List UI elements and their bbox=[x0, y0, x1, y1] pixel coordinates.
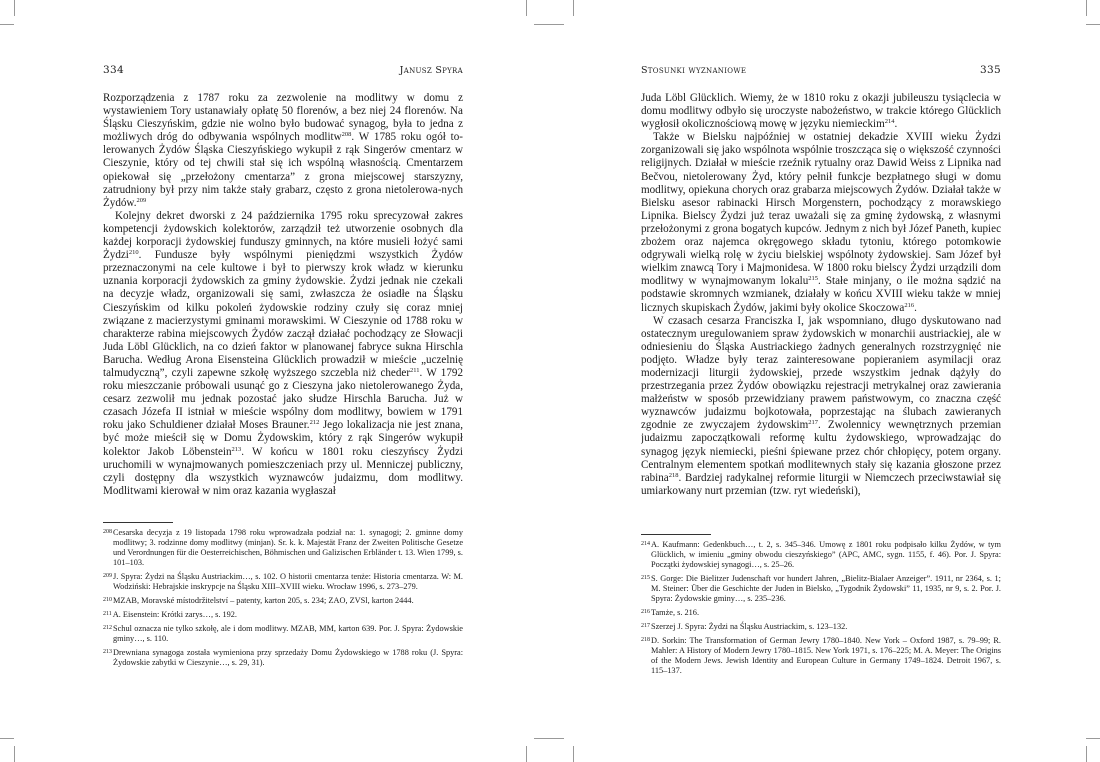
footnote: $^{209}$J. Spyra: Żydzi na Śląsku Austriackim…, s. 102. O historii cmentarza tenże: Historia cmentarza. W: M. Wodziński: Hebrajskie inskrypcje na Śląsku XIII–XVIII wieku. Wrocław 1996, s. 273–279. bbox=[103, 572, 463, 591]
footnote: $^{208}$Cesarska decyzja z 19 listopada 1798 roku wprowadzała podział na: 1. synagogi; 2. gminne domy modlitwy; 3. rodzinne domy modlitwy (minjan). Sr. k. k. Majestät Franz der Zweiten Politische Gesetze und Verordnungen für die Oesterreichischen, Böhmischen und Galizischen Erbländer t. 13. Wien 1799, s. 101–103. bbox=[103, 528, 463, 567]
paragraph: Także w Bielsku najpóźniej w ostatniej dekadzie XVIII wieku Żydzi zorganizowali się jako wspólnota wspólnie troszcząca się o większość czynności religijnych. Działał w mieście rzeźnik rytualny oraz Dawid Weiss z Lipnika nad Bečvou, nietolerowany Żyd, który pełnił funkcje bezpłatnego sługi w domu modlitwy, opiekuna chorych oraz grabarza miejscowych Żydów. Działał także w Bielsku asesor rabinacki Hirsch Morgenstern, pochodzący z morawskiego Lipnika. Bielscy Żydzi już teraz uważali się za gminę żydowską, z własnymi przełożonymi z grona bogatych kupców. Jednym z nich był Józef Paneth, kupiec zbożem oraz najemca okręgowego składu tytoniu, którego potomkowie odgrywali wielką rolę w życiu bielskiej wspólnoty żydowskiej. Sam Józef był wielkim znawcą Tory i Majmonidesa. W 1800 roku bielscy Żydzi urządzili dom modlitwy w wynajmowanym lokalu$^{215}$. Stałe minjany, o ile można sądzić na podstawie skromnych wzmianek, działały w końcu XVIII wieku także w mniej licznych skupiskach Żydów, jakimi były okolice Skoczowa$^{216}$. bbox=[641, 131, 1001, 314]
right-page bbox=[641, 60, 1001, 700]
crop-mark bbox=[1086, 746, 1087, 762]
footnote-ref[interactable]: 208 bbox=[341, 131, 352, 139]
footnote: $^{217}$Szerzej J. Spyra: Żydzi na Śląsku Austriackim, s. 123–132. bbox=[641, 622, 848, 631]
page-number: 334 bbox=[103, 64, 124, 76]
footnote-ref[interactable]: 214 bbox=[884, 118, 895, 126]
footnote: $^{215}$S. Gorge: Die Bielitzer Judenschaft vor hundert Jahren, „Bielitz-Bialaer Anzeiger”. 1911, nr 2364, s. 1; M. Steiner: Über die Geschichte der Juden in Bielsko, „Tygodnik Żydowski” 11, 1935, nr 9, s. 2. Por. J. Spyra: Żydowskie gminy…, s. 235–236. bbox=[641, 574, 1001, 603]
footnote-ref[interactable]: 210 bbox=[128, 249, 139, 257]
crop-mark bbox=[573, 746, 574, 762]
crop-mark bbox=[526, 746, 527, 762]
crop-mark bbox=[534, 738, 564, 739]
crop-mark bbox=[1086, 0, 1087, 16]
crop-mark bbox=[14, 746, 15, 762]
footnotes bbox=[641, 534, 1001, 679]
page-number: 335 bbox=[980, 64, 1001, 76]
footnote-ref[interactable]: 216 bbox=[904, 301, 915, 309]
footnote: $^{211}$A. Eisenstein: Krótki zarys…, s. 192. bbox=[103, 610, 237, 619]
paragraph: W czasach cesarza Franciszka I, jak wspomniano, długo dyskutowano nad ostatecznym uregulowaniem spraw żydowskich w monarchii austriackiej, ale w odniesieniu do Śląska Austriackiego żadnych generalnych rozstrzygnięć nie podjęto. Władze były teraz zainteresowane popieraniem asymilacji oraz modernizacji liturgii żydowskiej, przede wszystkim jednak dążyły do przestrzegania przez Żydów obowiązku rejestracji metrykalnej oraz zawierania małżeństw w sposób przewidziany prawem państwowym, co znaczna część wyznawców judaizmu bojkotowała, poprzestając na ślubach zawieranych zgodnie ze zwyczajem żydowskim$^{217}$. Zwolennicy wewnętrznych przemian judaizmu zapoczątkowali reformę kultu żydowskiego, wprowadzając do synagog język niemiecki, pieśni śpiewane przez chór chłopięcy, potem organy. Centralnym elementem spotkań modlitewnych stały się kazania głoszone przez rabina$^{218}$. Bardziej radykalnej reformie liturgii w Niemczech przeciwstawiał się umiarkowany nurt przemian (tzw. ryt wiedeński), bbox=[641, 314, 1001, 497]
page-header bbox=[103, 64, 463, 78]
footnote: $^{212}$Schul oznacza nie tylko szkołę, ale i dom modlitwy. MZAB, MM, karton 639. Por. J. Spyra: Żydowskie gminy…, s. 110. bbox=[103, 624, 463, 643]
body-text bbox=[103, 92, 463, 498]
body-text bbox=[641, 92, 1001, 498]
page-header bbox=[641, 64, 1001, 78]
crop-mark bbox=[534, 24, 564, 25]
footnote: $^{218}$D. Sorkin: The Transformation of German Jewry 1780–1840. New York – Oxford 1987, s. 79–99; R. Mahler: A History of Modern Jewry 1780–1815. New York 1971, s. 176–225; M. A. Meyer: The Origins of the Modern Jews. Jewish Identity and European Culture in Germany 1749–1824. Detroit 1967, s. 115–137. bbox=[641, 636, 1001, 675]
footnote-ref[interactable]: 211 bbox=[410, 366, 420, 374]
footnote-ref[interactable]: 215 bbox=[808, 275, 819, 283]
paragraph: Kolejny dekret dworski z 24 października 1795 roku sprecyzował zakres kompetencji żydowskich kolektorów, zarządził też utworzenie osobnych dla każdej korporacji żydowskiej funduszy gminnych, na które musieli łożyć sami Żydzi$^{210}$. Fundusze były wspólnymi pieniędzmi wszystkich Żydów przeznaczonymi na cele kultowe i był to pierwszy krok władz w kierunku uznania korporacji żydowskich za gminy żydowskie. Żydzi jednak nie czekali na decyzje władz, organizowali się sami, zwłaszcza że osiadłe na Śląsku Cieszyńskim od kilku pokoleń żydowskie rodziny czuły się coraz mniej związane z macierzystymi gminami morawskimi. W Cieszynie od 1788 roku w charakterze rabina miejscowych Żydów zaczął działać pochodzący ze Słowacji Juda Löbl Glücklich, na co dzień faktor w planowanej fabryce sukna Hirschla Barucha. Według Arona Eisensteina Glücklich prowadził w mieście „uczelnię talmudyczną”, czyli zapewne szkołę wyższego szczebla niż cheder$^{211}$. W 1792 roku mieszczanie próbowali usunąć go z Cieszyna jako nietolerowanego Żyda, cesarz zezwolił mu jednak pozostać jako słudze Hirschla Barucha. Już w czasach Józefa II istniał w mieście wspólny dom modlitwy, bowiem w 1791 roku jako Schuldiener działał Moses Brauner.$^{212}$ Jego lokalizacja nie jest znana, być może mieścił się w Domu Żydowskim, który z rąk Singerów wykupił kolektor Jakob Löbenstein$^{213}$. W końcu w 1801 roku cieszyńscy Żydzi uruchomili w wynajmowanych pomieszczeniach przy ul. Menniczej publiczny, czyli dostępny dla wszystkich wyznawców judaizmu, dom modlitwy. Modlitwami kierował w nim oraz kazania wygłaszał bbox=[103, 209, 463, 497]
footnote-ref[interactable]: 217 bbox=[808, 419, 819, 427]
footnote: $^{214}$A. Kaufmann: Gedenkbuch…, t. 2, s. 345–346. Umowę z 1801 roku podpisało kilku Żydów, w tym Glücklich, w imieniu „gminy obwodu cieszyńskiego” (APC, AMC, sygn. 1155, f. 46). Por. J. Spyra: Początki żydowskiej synagogi…, s. 25–26. bbox=[641, 540, 1001, 569]
footnote: $^{210}$MZAB, Moravské místodržitelství – patenty, karton 205, s. 234; ZAO, ZVSl, karton 2444. bbox=[103, 596, 414, 605]
crop-mark bbox=[0, 24, 14, 25]
crop-mark bbox=[573, 0, 574, 16]
footnote-ref[interactable]: 212 bbox=[309, 419, 320, 427]
running-head: Stosunki wyznaniowe bbox=[641, 65, 747, 76]
running-head: Janusz Spyra bbox=[399, 65, 463, 76]
crop-mark bbox=[526, 0, 527, 16]
footnote-rule bbox=[103, 522, 173, 523]
crop-mark bbox=[1086, 738, 1100, 739]
footnote: $^{213}$Drewniana synagoga została wymieniona przy sprzedaży Domu Żydowskiego w 1788 roku (J. Spyra: Żydowskie zabytki w Cieszynie…, s. 29, 31). bbox=[103, 648, 463, 667]
footnote-ref[interactable]: 213 bbox=[231, 445, 242, 453]
footnote-ref[interactable]: 209 bbox=[136, 196, 147, 204]
left-page bbox=[103, 60, 463, 700]
paragraph: Juda Löbl Glücklich. Wiemy, że w 1810 roku z okazji jubileuszu tysiąclecia w domu modlitwy odbyło się uroczyste nabożeństwo, w trakcie którego Glücklich wygłosił okolicznościową mowę w języku niemieckim$^{214}$. bbox=[641, 92, 1001, 131]
footnotes bbox=[103, 522, 463, 671]
footnote-rule bbox=[641, 534, 711, 535]
footnote-ref[interactable]: 218 bbox=[668, 471, 679, 479]
crop-mark bbox=[14, 0, 15, 16]
paragraph: Rozporządzenia z 1787 roku za zezwolenie na modlitwy w domu z wystawieniem Tory ustanawiały opłatę 50 florenów, a bez niej 24 florenów. Na Śląsku Cieszyńskim, gdzie nie wolno było budować synagog, była to jedna z możliwych dróg do odbywania wspólnych modlitw$^{208}$. W 1785 roku ogół to-lerowanych Żydów Śląska Cieszyńskiego wykupił z rąk Singerów cmentarz w Cieszynie, który od tej chwili stał się ich wspólną własnością. Cmentarzem opiekował się „przełożony cmentarza” z grona miejscowej starszyzny, zatrudniony był przy nim także stały grabarz, często z grona nietolerowa-nych Żydów.$^{209}$ bbox=[103, 92, 463, 209]
footnote: $^{216}$Tamże, s. 216. bbox=[641, 608, 700, 617]
crop-mark bbox=[0, 738, 14, 739]
crop-mark bbox=[1086, 24, 1100, 25]
